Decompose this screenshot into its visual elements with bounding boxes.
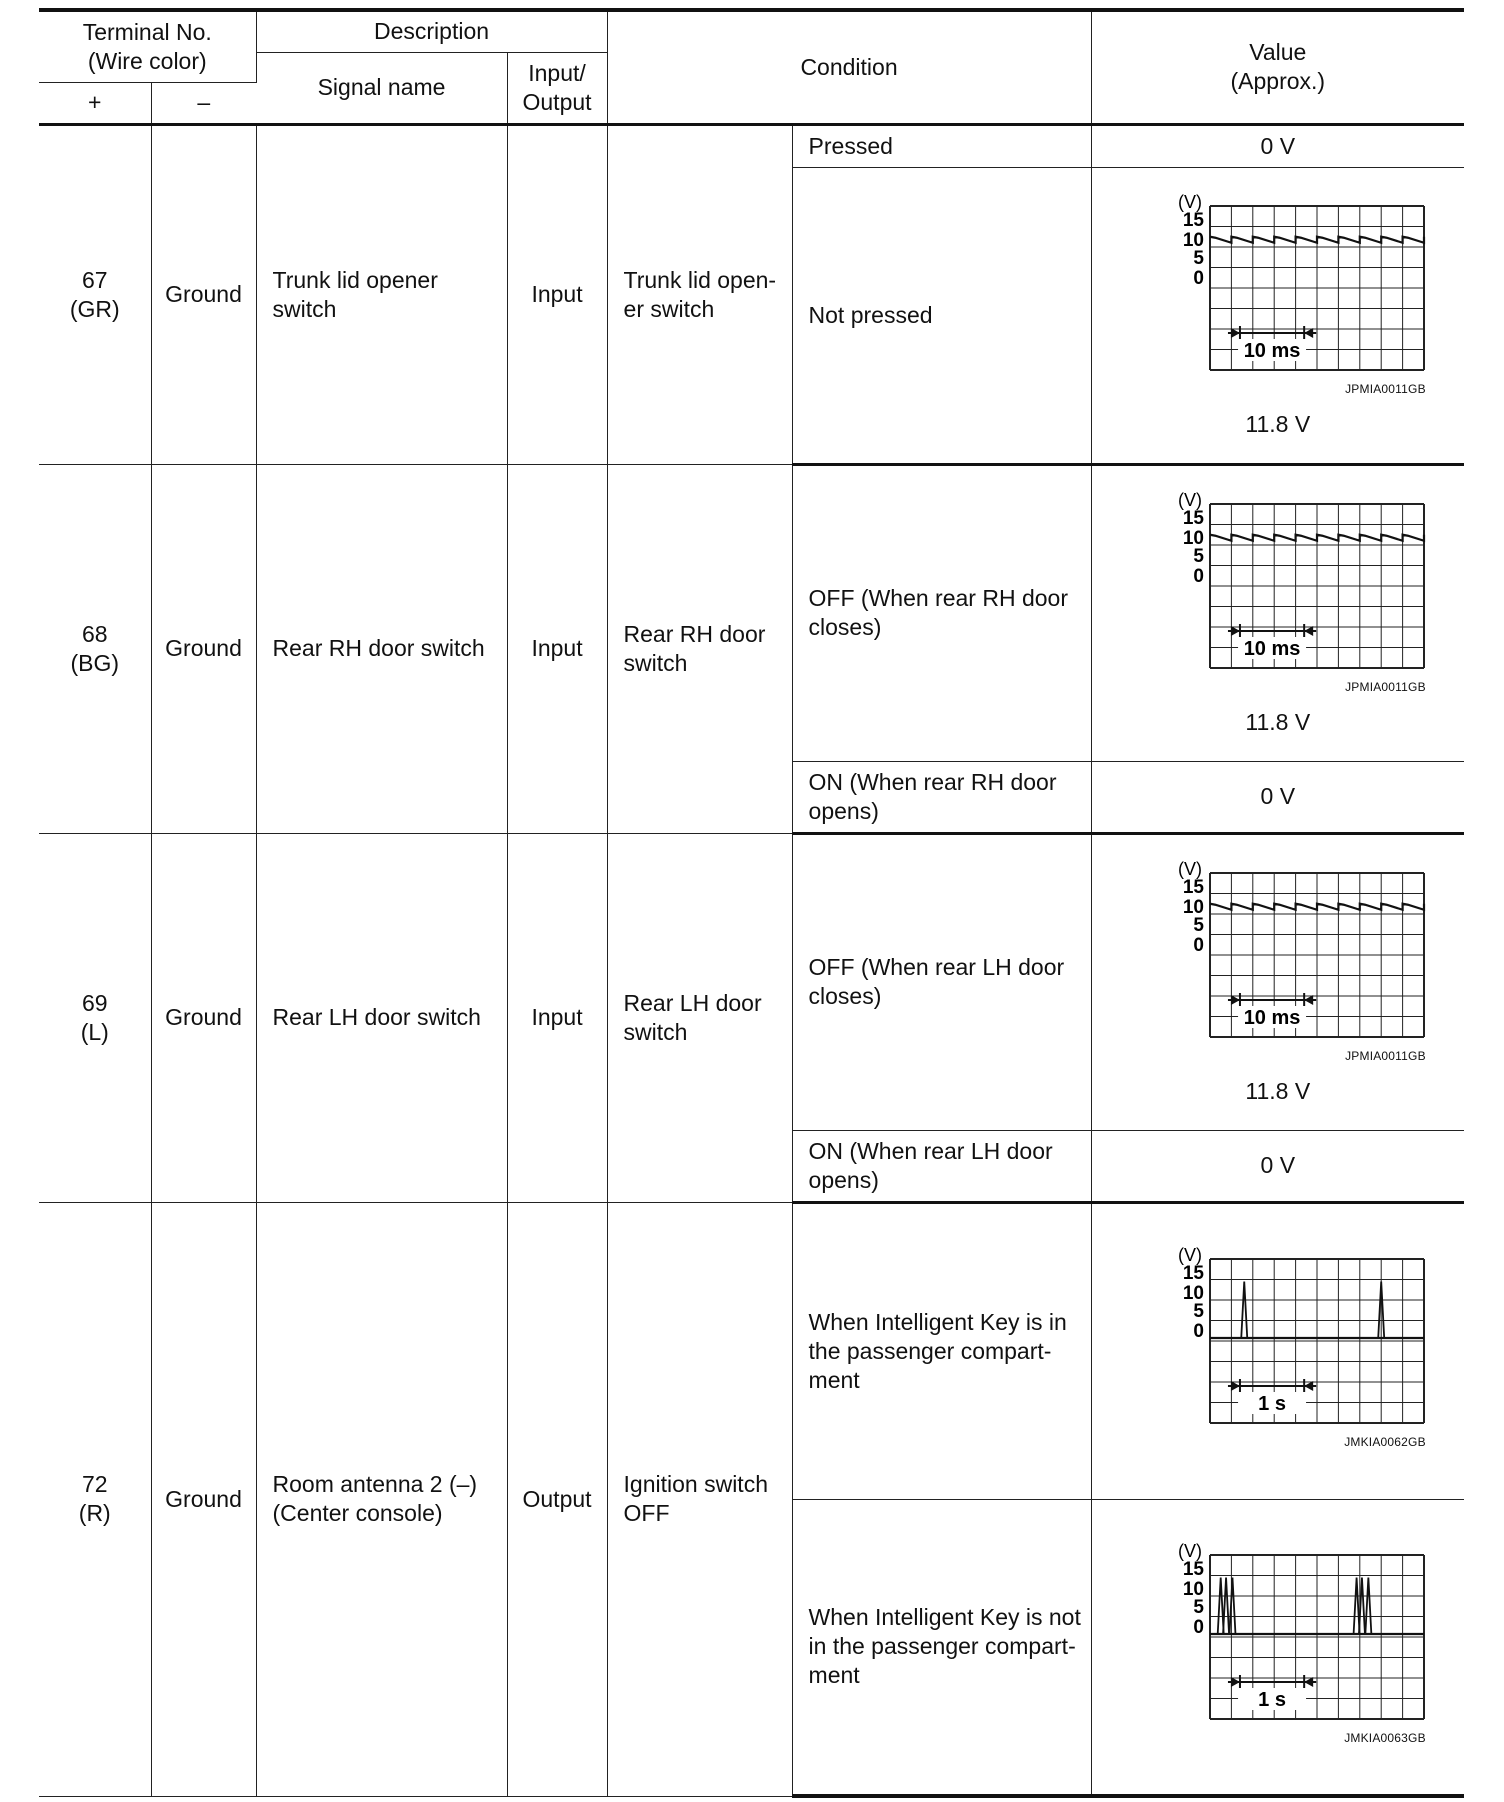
voltage-value: 0 V	[1260, 1152, 1296, 1178]
y-unit-label: (V)	[1177, 858, 1202, 879]
sub-condition-cell	[792, 833, 1091, 1130]
terminal-cell	[39, 1202, 151, 1796]
ground-cell-text: Ground	[165, 281, 242, 307]
plus-header: +	[39, 82, 151, 124]
sub-condition-cell	[792, 167, 1091, 464]
y-tick-label: 10	[1182, 896, 1204, 918]
sub-condition-cell-text: ON (When rear RH door opens)	[808, 768, 1057, 824]
table-row	[39, 833, 1464, 1130]
sub-condition-cell-text: When Intelligent Key is in the passenger compart- ment	[808, 1308, 1067, 1393]
sub-condition-cell	[792, 1499, 1091, 1796]
sub-condition-cell-text: ON (When rear LH door opens)	[808, 1137, 1053, 1193]
ground-cell-text: Ground	[165, 1485, 242, 1512]
ground-cell-text: Ground	[165, 1004, 242, 1030]
y-unit-label: (V)	[1177, 489, 1202, 510]
signal-name-cell	[256, 124, 507, 464]
time-division-label: 1 s	[1257, 1688, 1286, 1711]
sub-condition-cell-text: OFF (When rear LH door closes)	[808, 954, 1065, 1009]
io-cell-text: Output	[522, 1485, 592, 1512]
time-division-label: 10 ms	[1243, 339, 1301, 362]
sub-condition-cell-text: Pressed	[808, 132, 893, 159]
y-tick-label: 0	[1193, 934, 1204, 956]
value-cell	[1091, 1499, 1464, 1796]
condition-cell	[607, 464, 792, 833]
table-row	[39, 124, 1464, 167]
y-tick-label: 0	[1193, 1616, 1204, 1638]
sub-condition-cell	[792, 761, 1091, 833]
terminal-cell-text: 69 (L)	[80, 989, 109, 1045]
y-tick-label: 5	[1193, 247, 1204, 269]
io-cell	[507, 124, 607, 464]
y-tick-label: 5	[1193, 914, 1204, 936]
terminal-cell-text: 67 (GR)	[69, 266, 120, 322]
y-tick-label: 10	[1182, 229, 1204, 251]
terminal-cell	[39, 464, 151, 833]
figure-id: JPMIA0011GB	[1345, 679, 1426, 694]
value-cell	[1091, 833, 1464, 1130]
oscilloscope-waveform	[1130, 490, 1426, 680]
figure-id: JMKIA0063GB	[1344, 1730, 1426, 1745]
terminal-spec-table	[39, 8, 1464, 1798]
oscilloscope-figure	[1130, 1541, 1426, 1753]
sub-condition-cell	[792, 1130, 1091, 1202]
signal-name-cell	[256, 464, 507, 833]
y-unit-label: (V)	[1177, 1245, 1202, 1265]
table-row	[39, 464, 1464, 761]
oscilloscope-waveform	[1130, 192, 1426, 382]
io-cell-text: Input	[531, 635, 583, 661]
ground-cell	[151, 1202, 256, 1796]
y-tick-label: 0	[1193, 1321, 1204, 1342]
oscilloscope-figure	[1130, 859, 1426, 1071]
ground-cell	[151, 464, 256, 833]
condition-header: Condition	[607, 10, 1091, 124]
io-cell-text: Input	[531, 1004, 583, 1030]
sub-condition-cell-text: OFF (When rear RH door closes)	[808, 585, 1068, 640]
voltage-value: 11.8 V	[1245, 1077, 1311, 1104]
terminal-cell-text: 68 (BG)	[70, 620, 120, 676]
minus-header: –	[151, 82, 256, 124]
oscilloscope-waveform	[1130, 1541, 1426, 1731]
signal-name-cell-text: Trunk lid opener switch	[272, 266, 438, 322]
terminal-cell-text: 72 (R)	[78, 1471, 111, 1526]
y-tick-label: 15	[1182, 1558, 1204, 1580]
y-tick-label: 5	[1193, 1301, 1204, 1322]
y-tick-label: 15	[1182, 1263, 1204, 1284]
y-tick-label: 15	[1182, 507, 1204, 529]
y-tick-label: 5	[1193, 545, 1204, 567]
sub-condition-cell-text: Not pressed	[808, 301, 933, 328]
value-cell	[1091, 464, 1464, 761]
time-division-label: 10 ms	[1243, 1006, 1301, 1029]
value-cell	[1091, 1202, 1464, 1499]
value-cell	[1091, 1130, 1464, 1202]
figure-id: JMKIA0062GB	[1344, 1435, 1426, 1449]
oscilloscope-figure	[1130, 1245, 1426, 1457]
table-row	[39, 1202, 1464, 1499]
terminal-cell	[39, 833, 151, 1202]
value-cell	[1091, 124, 1464, 167]
sub-condition-cell	[792, 1202, 1091, 1499]
y-tick-label: 5	[1193, 1596, 1204, 1618]
ground-cell	[151, 124, 256, 464]
voltage-value: 0 V	[1260, 132, 1296, 159]
condition-cell-text: Rear LH door switch	[623, 989, 762, 1045]
time-division-label: 10 ms	[1243, 637, 1301, 660]
value-header: Value (Approx.)	[1091, 10, 1464, 124]
condition-cell-text: Ignition switch OFF	[623, 1471, 768, 1526]
io-header: Input/ Output	[507, 52, 607, 124]
value-cell	[1091, 167, 1464, 464]
figure-id: JPMIA0011GB	[1345, 1048, 1426, 1063]
y-unit-label: (V)	[1177, 1540, 1202, 1561]
ground-cell	[151, 833, 256, 1202]
oscilloscope-figure	[1130, 490, 1426, 702]
figure-id: JPMIA0011GB	[1345, 381, 1426, 396]
y-tick-label: 10	[1182, 1578, 1204, 1600]
signal-name-cell-text: Rear RH door switch	[272, 635, 485, 661]
ground-cell-text: Ground	[165, 635, 242, 661]
y-tick-label: 0	[1193, 565, 1204, 587]
signal-name-header: Signal name	[256, 52, 507, 124]
time-division-label: 1 s	[1257, 1393, 1286, 1415]
signal-name-cell-text: Room antenna 2 (–) (Center console)	[272, 1471, 478, 1526]
y-unit-label: (V)	[1177, 191, 1202, 212]
oscilloscope-figure	[1130, 192, 1426, 404]
io-cell	[507, 1202, 607, 1796]
signal-name-cell	[256, 833, 507, 1202]
y-tick-label: 10	[1182, 1283, 1204, 1304]
terminal-header: Terminal No. (Wire color)	[39, 10, 256, 82]
condition-cell	[607, 833, 792, 1202]
condition-cell	[607, 1202, 792, 1796]
signal-name-cell	[256, 1202, 507, 1796]
condition-cell	[607, 124, 792, 464]
description-header: Description	[256, 10, 607, 52]
sub-condition-cell	[792, 464, 1091, 761]
sub-condition-cell	[792, 124, 1091, 167]
io-cell	[507, 464, 607, 833]
y-tick-label: 0	[1193, 267, 1204, 289]
voltage-value: 11.8 V	[1245, 708, 1311, 735]
y-tick-label: 15	[1182, 876, 1204, 898]
sub-condition-cell-text: When Intelligent Key is not in the passenger compart- ment	[808, 1604, 1081, 1689]
value-cell	[1091, 761, 1464, 833]
y-tick-label: 10	[1182, 527, 1204, 549]
terminal-cell	[39, 124, 151, 464]
condition-cell-text: Trunk lid open- er switch	[623, 266, 777, 322]
io-cell-text: Input	[531, 281, 583, 307]
signal-name-cell-text: Rear LH door switch	[272, 1004, 481, 1030]
condition-cell-text: Rear RH door switch	[623, 620, 766, 676]
oscilloscope-waveform	[1130, 859, 1426, 1049]
io-cell	[507, 833, 607, 1202]
oscilloscope-waveform	[1130, 1245, 1426, 1435]
voltage-value: 11.8 V	[1245, 410, 1311, 437]
voltage-value: 0 V	[1260, 783, 1296, 809]
y-tick-label: 15	[1182, 209, 1204, 231]
